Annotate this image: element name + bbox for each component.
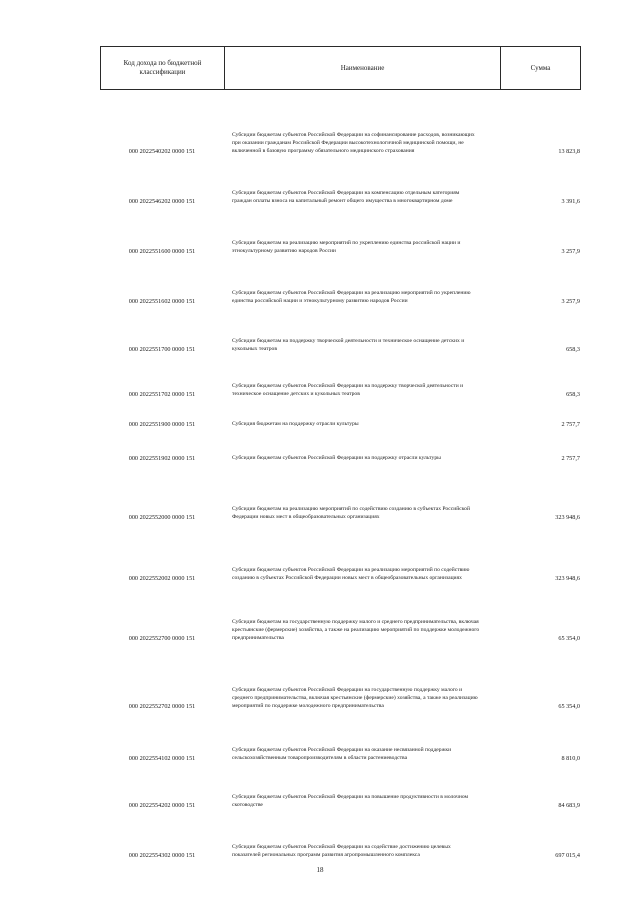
row-name: Субсидии бюджетам субъектов Российской Федерации на оказание несвязанной поддержки сельскохозяйственным товаропроизводителям в области растениеводства (232, 747, 452, 762)
table-header (100, 46, 581, 90)
row-sum: 2 757,7 (561, 455, 580, 462)
row-code: 000 2022552702 0000 151 (128, 703, 196, 710)
row-code: 000 2022554102 0000 151 (128, 755, 196, 762)
row-code: 000 2022551902 0000 151 (128, 455, 196, 462)
row-code: 000 2022554202 0000 151 (128, 802, 196, 809)
row-code: 000 2022551702 0000 151 (128, 391, 196, 398)
row-code: 000 2022552700 0000 151 (128, 635, 196, 642)
row-name: Субсидии бюджетам субъектов Российской Федерации на реализацию мероприятий по укреплению единства российской нации и этнокультурному развитию народов России (232, 290, 471, 305)
table-row (100, 226, 580, 256)
row-sum: 323 948,6 (555, 514, 580, 521)
row-code: 000 2022552000 0000 151 (128, 514, 196, 521)
header-sum-column: Сумма (501, 47, 581, 90)
table-row (100, 444, 580, 463)
row-sum: 658,3 (566, 391, 580, 398)
row-sum: 323 948,6 (555, 575, 580, 582)
row-code: 000 2022552002 0000 151 (128, 575, 196, 582)
row-name: Субсидия бюджетам на поддержку отрасли культуры (232, 421, 359, 428)
row-sum: 658,3 (566, 346, 580, 353)
table-row (100, 276, 580, 306)
table-row (100, 617, 580, 643)
page-number: 18 (316, 866, 324, 874)
table-row (100, 108, 580, 156)
row-code: 000 2022554302 0000 151 (128, 852, 196, 859)
row-sum: 65 354,0 (558, 703, 580, 710)
row-name: Субсидии бюджетам субъектов Российской Федерации на государственную поддержку малого и среднего предпринимательства, включая крестьянские (фермерские) хозяйства, а также на реализацию мероприятий по поддержке молодежного предпринимательства (232, 687, 478, 710)
row-name: Субсидии бюджетам субъектов Российской Федерации на поддержку творческой деятельности и техническое оснащение детских и кукольных театров (232, 383, 464, 398)
row-sum: 8 810,0 (561, 755, 580, 762)
row-name: Субсидии бюджетам на государственную поддержку малого и среднего предпринимательства, включая крестьянские (фермерские) хозяйства, а также на реализацию мероприятий по поддержке молодежного предпринимательства (232, 619, 480, 642)
header-name-column: Наименование (225, 47, 501, 90)
table-row (100, 492, 580, 522)
row-name: Субсидии бюджетам субъектов Российской Федерации на компенсацию отдельным категориям граждан оплаты взноса на капитальный ремонт общего имущества в многоквартирном доме (232, 190, 460, 205)
row-code: 000 2022540202 0000 151 (128, 148, 196, 155)
header-code-column: Код дохода по бюджетной классификации (101, 47, 225, 90)
row-code: 000 2022551900 0000 151 (128, 421, 196, 428)
table-row (100, 831, 580, 860)
row-name: Субсидии бюджетам субъектов Российской Федерации на повышение продуктивности в молочном скотоводстве (232, 794, 469, 809)
row-sum: 3 257,9 (561, 298, 580, 305)
table-row (100, 369, 580, 399)
row-code: 000 2022551700 0000 151 (128, 346, 196, 353)
row-name: Субсидии бюджетам на реализацию мероприятий по укреплению единства российской нации и этнокультурному развитию народов России (232, 240, 461, 255)
row-name: Субсидии бюджетам субъектов Российской Федерации на реализацию мероприятий по содействию созданию в субъектах Российской Федерации новых мест в общеобразовательных организациях (232, 567, 470, 582)
row-name: Субсидии бюджетам на поддержку творческой деятельности и техническое оснащение детских и кукольных театров (232, 338, 465, 353)
row-sum: 84 683,9 (558, 802, 580, 809)
table-row (100, 791, 580, 810)
row-name: Субсидии бюджетам субъектов Российской Федерации на софинансирование расходов, возникающих при оказании гражданам Российской Федерации высокотехнологичной медицинской помощи, не включенной в базовую программу обязательного медицинского страхования (232, 132, 475, 155)
row-sum: 3 391,6 (561, 198, 580, 205)
row-sum: 697 015,4 (555, 852, 580, 859)
table-row (100, 737, 580, 763)
row-code: 000 2022546202 0000 151 (128, 198, 196, 205)
table-row (100, 418, 580, 429)
table-row (100, 676, 580, 711)
row-name: Субсидии бюджетам субъектов Российской Федерации на поддержку отрасли культуры (232, 455, 441, 462)
row-sum: 13 823,8 (558, 148, 580, 155)
table-row (100, 330, 580, 354)
table-row (100, 553, 580, 583)
row-name: Субсидии бюджетам на реализацию мероприятий по содействию созданию в субъектах Российской Федерации новых мест в общеобразовательных организациях (232, 506, 470, 521)
row-sum: 65 354,0 (558, 635, 580, 642)
row-name: Субсидии бюджетам субъектов Российской Федерации на содействие достижению целевых показателей региональных программ развития агропромышленного комплекса (232, 844, 451, 859)
table-row (100, 176, 580, 206)
row-code: 000 2022551600 0000 151 (128, 248, 196, 255)
row-sum: 3 257,9 (561, 248, 580, 255)
row-code: 000 2022551602 0000 151 (128, 298, 196, 305)
row-sum: 2 757,7 (561, 421, 580, 428)
